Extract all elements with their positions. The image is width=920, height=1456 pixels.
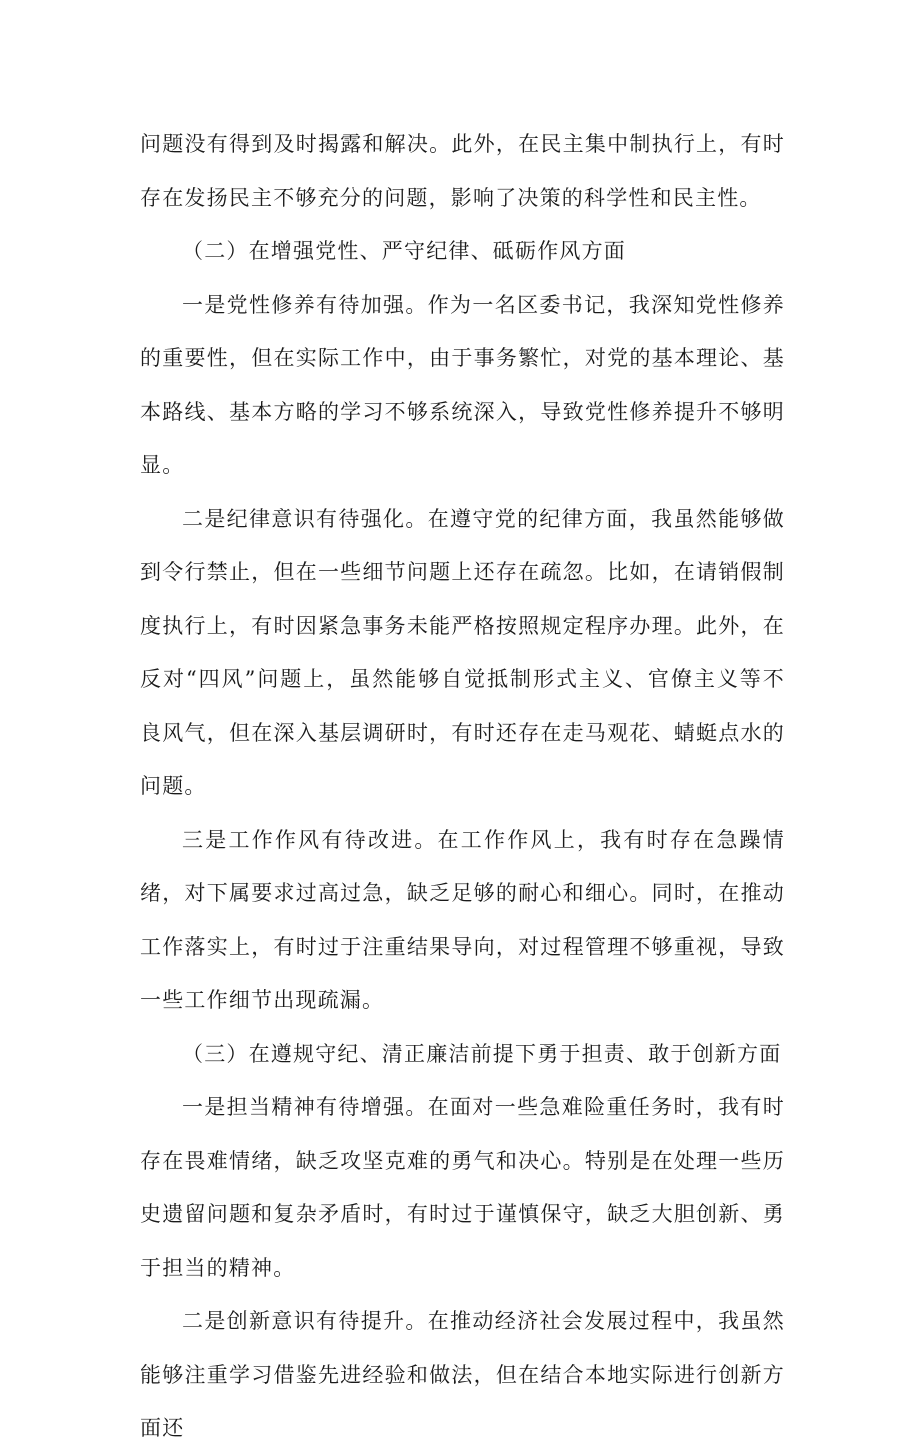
- paragraph: 一是担当精神有待增强。在面对一些急难险重任务时，我有时存在畏难情绪，缺乏攻坚克难的勇气和决心。特别是在处理一些历史遗留问题和复杂矛盾时，有时过于谨慎保守，缺乏大胆创新、勇于担当的精神。: [140, 1095, 785, 1280]
- paragraph: 二是纪律意识有待强化。在遵守党的纪律方面，我虽然能够做到令行禁止，但在一些细节问题上还存在疏忽。比如，在请销假制度执行上，有时因紧急事务未能严格按照规定程序办理。此外，在反对“四风”问题上，虽然能够自觉抵制形式主义、官僚主义等不良风气，但在深入基层调研时，有时还存在走马观花、蜻蜓点水的问题。: [140, 506, 785, 798]
- paragraph-continued: 问题没有得到及时揭露和解决。此外，在民主集中制执行上，有时存在发扬民主不够充分的问题，影响了决策的科学性和民主性。: [140, 132, 785, 210]
- paragraph: 一是党性修养有待加强。作为一名区委书记，我深知党性修养的重要性，但在实际工作中，由于事务繁忙，对党的基本理论、基本路线、基本方略的学习不够系统深入，导致党性修养提升不够明显。: [140, 292, 785, 477]
- document-body: [140, 118, 785, 1456]
- paragraph: 三是工作作风有待改进。在工作作风上，我有时存在急躁情绪，对下属要求过高过急，缺乏足够的耐心和细心。同时，在推动工作落实上，有时过于注重结果导向，对过程管理不够重视，导致一些工作细节出现疏漏。: [140, 827, 785, 1012]
- paragraph: 二是创新意识有待提升。在推动经济社会发展过程中，我虽然能够注重学习借鉴先进经验和做法，但在结合本地实际进行创新方面还: [140, 1309, 785, 1440]
- section-heading-2: （二）在增强党性、严守纪律、砥砺作风方面: [182, 239, 626, 263]
- section-heading-3: （三）在遵规守纪、清正廉洁前提下勇于担责、敢于创新方面: [182, 1041, 782, 1066]
